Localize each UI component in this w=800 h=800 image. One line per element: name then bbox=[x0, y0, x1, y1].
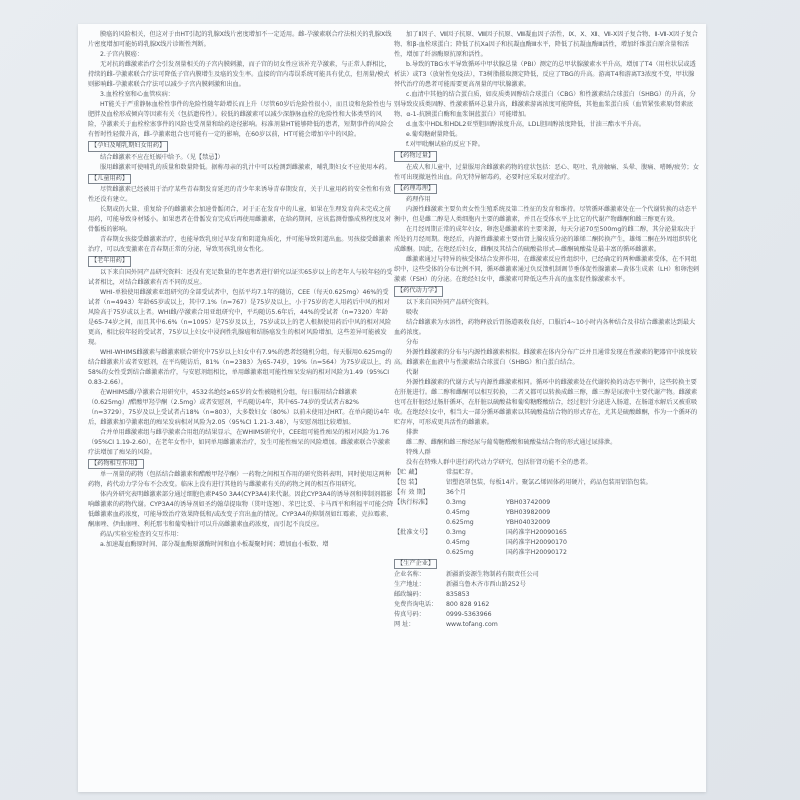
paragraph: 无对抗的雌激素治疗会引发剂量相关的子宫内膜刺激，而子宫的切女性应该补充孕激素，与正常人群相比，持续的雌-孕激素联合疗法可降低子宫内膜增生及癌的发生率。直接的宫内毒误系统可能具有优点，但剂量/模式则影响雌-孕激素联合疗法可以减少子宫内膜刺激和出血。 bbox=[88, 61, 391, 88]
paragraph: 3.血栓栓塞和心血管疾病： bbox=[100, 91, 174, 98]
spec-strength: 0.625mg bbox=[446, 518, 474, 526]
paragraph: 内源性雌激素主要负责女性生殖系统及第二性征的发育和维持。尽管循环雌激素处在一个代谢转换的动态平衡中，但是雌二醇是人类细胞内主要的雌激素，并且在受体水平上比它的代谢产物雌酮和雌三醇更有效。 bbox=[394, 206, 697, 223]
paragraph: 分布 bbox=[406, 338, 419, 346]
info-value: 835853 bbox=[446, 591, 470, 598]
info-value: 36个月 bbox=[446, 488, 467, 496]
section-heading: 【儿童用药】 bbox=[88, 174, 131, 185]
paragraph: 药品/实验室检查的交互作用： bbox=[100, 531, 183, 538]
info-row bbox=[394, 488, 700, 498]
paragraph: WHI-单独使用雌激素亚组研究的全部受试者中，包括平均7.1年的随访，CEE（每天0.625mg）46%的受试者（n=4943）年龄65岁或以上，其中7.1%（n=767）是75岁及以上，小于75岁的老人用药后中风的相对风险高于75岁或以上者。WHI雌/孕激素合用亚组研究中，平均随访5.6年后，44%的受试者（n=7320）年龄是65-74岁之间，而且其中6.6%（n=1095）是75岁及以上，75岁或以上的老人根据使用药后中风的相对风险更高，相比较年轻的受试者，75岁以上妇女中浸润性乳腺癌和结肠癌发生的相对风险增加，这些差异可能被发现。 bbox=[88, 288, 392, 346]
paragraph: 青春期女孩接受雌激素治疗，也能导致乳房过早发育和阴道角质化，并可能导致阴道出血。男孩接受雌激素治疗，可以改变激素在青春期正常的分泌，导致男孩乳房女性化。 bbox=[88, 236, 391, 253]
info-row bbox=[394, 610, 700, 620]
section-heading: 【孕妇及哺乳期妇女用药】 bbox=[88, 141, 168, 152]
info-row bbox=[394, 570, 700, 580]
spec-row bbox=[394, 498, 700, 508]
section-heading: 【药代动力学】 bbox=[394, 286, 443, 297]
spec-label bbox=[394, 538, 446, 548]
paragraph: d.血浆中HDL和HDL2亚型胆固醇浓度升高，LDL胆固醇浓度降低，甘油三酯水平升高。 bbox=[406, 121, 646, 128]
paragraph: 在成人和儿童中，过量服用含雌激素药物的症状包括：恶心、呕吐、乳房触痛、头晕、腹痛、嗜睡/疲劳；女性可出现撤退性出血。尚无特异解毒药，必要时应采取对症治疗。 bbox=[394, 163, 699, 181]
spec-strength: 0.45mg bbox=[446, 508, 470, 516]
paragraph: 以下来自国外同产品研究资料。 bbox=[406, 298, 493, 306]
spec-code: YBH03982009 bbox=[506, 508, 551, 516]
paragraph: 药理作用 bbox=[406, 196, 431, 203]
spec-label: 【执行标准】 bbox=[394, 498, 432, 506]
spec-row bbox=[394, 538, 700, 548]
spec-code: 国药准字H20090170 bbox=[506, 538, 567, 546]
paragraph: 雌二醇、雌酮和雌三醇经尿与葡萄糖醛酸和硫酸盐结合物的形式通过尿排泄。 bbox=[406, 438, 617, 446]
info-value: 0999-5363966 bbox=[446, 611, 492, 618]
spec-row bbox=[394, 528, 700, 538]
info-row bbox=[394, 590, 700, 600]
spec-code: YBH04032009 bbox=[506, 518, 551, 526]
info-label: 【贮 藏】 bbox=[394, 468, 421, 476]
paragraph: 在WHIMS雌/孕激素合用研究中，4532名绝经≥65岁的女性被随机分组，每日服用结合雌激素（0.625mg）/醋酸甲羟孕酮（2.5mg）或者安慰剂，平均随访4年，其中65-74岁的受试者占82%（n=3729），75岁及以上受试者占18%（n=803），大多数妇女（80%）以前未使用过HRT。在单向随访4年后，雌激素加孕激素组的痴呆发病相对风险为2.05（95%CI 1.21-3.48），与安慰剂组比较增加。 bbox=[88, 388, 390, 426]
paragraph: b.导致的TBG水平导致循环中甲状腺总量（PBI）测定的总甲状腺激素水平升高，增加了T4（用柱状层或透析法）或T3（放射性免疫法），T3树脂摄取测定降低，反应了TBG的升高。游离T4和游离T3浓度不变，甲状腺替代治疗的患者可能需要更高剂量的甲状腺激素。 bbox=[394, 61, 696, 88]
spec-label bbox=[394, 508, 446, 518]
info-row bbox=[394, 468, 700, 478]
paragraph: 特殊人群 bbox=[406, 448, 431, 456]
info-row bbox=[394, 478, 700, 488]
section-heading: 【药理毒理】 bbox=[394, 184, 437, 195]
info-value: 新疆乌鲁木齐市西山路252号 bbox=[446, 581, 526, 588]
spec-label bbox=[394, 548, 446, 558]
info-value: www.tofang.com bbox=[446, 621, 498, 628]
right-column bbox=[394, 30, 700, 786]
paragraph: 长期或仍大量、重复给予的雌激素会加速骨骺闭合，对于正在发育中的儿童，如果在生理发育尚未完成之前用药，可能导致身材矮小。如果患者在骨骺发育完成后再使用雌激素，在给药期间，应该监测骨骼成熟程度及对骨骺板的影响。 bbox=[88, 206, 392, 233]
paragraph: 雌激素通过与特异的核受体结合发挥作用，在雌激素反应性组织中，已经确定的两种雌激素受体，在不同组织中，这些受体的分布比例不同，循环雌激素通过负反馈机制调节垂体促性腺激素—黄体生成素（LH）和卵泡刺激素（FSH）的分泌。在绝经妇女中，雌激素可降低这些升高的血浆促性腺激素水平。 bbox=[394, 256, 700, 283]
section-heading: 【药物相互作用】 bbox=[88, 459, 144, 470]
spec-row bbox=[394, 548, 700, 558]
spec-label: 【批准文号】 bbox=[394, 528, 432, 536]
info-label: 【包 装】 bbox=[394, 478, 421, 486]
spec-strength: 0.45mg bbox=[446, 538, 470, 546]
info-value: 铝塑泡罩包装，每板14片。聚氯乙烯固体药用硬片，药品包装用铝箔包装。 bbox=[446, 478, 652, 486]
paragraph: WHI-WHIMS雌激素与雌激素联合研究中75岁以上妇女中有7.9%的患者经随机分组，每天服用0.625mg的结合雌激素片或者安慰剂，在平均随访后，81%（n=2383）为65-74岁，19%（n=564）为75岁或以上，约58%的女性受到结合雌激素治疗，与安慰剂组相比，单用雌激素组可能性痴呆发病的相对风险为1.49（95%CI 0.83-2.66）。 bbox=[88, 348, 392, 386]
section-heading: 【药物过量】 bbox=[394, 151, 437, 162]
spec-row bbox=[394, 508, 700, 518]
paragraph: f.对甲吡酮试验的反应下降。 bbox=[406, 141, 484, 148]
spec-strength: 0.3mg bbox=[446, 498, 466, 506]
info-row bbox=[394, 620, 700, 630]
info-row bbox=[394, 580, 700, 590]
info-value: 800 828 9162 bbox=[446, 601, 490, 608]
spec-code: YBH03742009 bbox=[506, 498, 551, 506]
paragraph: 合并单用雌激素组与雌孕激素合用组的结果显示，在WHIMS研究中，CEE组可能性痴呆的相对风险为1.76（95%CI 1.19-2.60），在老年女性中，如同单用雌激素治疗，发生可能性痴呆的风险增加。雌激素联合孕激素疗法增加了痴呆的风险。 bbox=[88, 428, 391, 456]
spec-strength: 0.3mg bbox=[446, 528, 466, 536]
spec-code: 国药准字H20090165 bbox=[506, 528, 567, 536]
paragraph: 尽管雌激素已经被用于治疗某些青春期发育延迟的青少年来诱导青春期发育，关于儿童用药的安全性和有效性还没有建立。 bbox=[88, 186, 391, 203]
paragraph: 排泄 bbox=[406, 428, 419, 436]
info-value: 新疆新姿源生物制药有限责任公司 bbox=[446, 571, 539, 578]
paragraph: 2.子宫内膜癌： bbox=[100, 51, 144, 58]
info-row bbox=[394, 600, 700, 610]
paragraph: 体内外研究表明雌激素部分通过细胞色素P450 3A4(CYP3A4)来代谢。因此CYP3A4的诱导剂和抑制剂都影响雌激素的药物代谢。CYP3A4的诱导剂如圣约翰草提取物（贯叶连翘）、苯巴比妥、卡马西平和利福平可能会降低雌激素血药浓度，可能导致治疗效果降低和/或改变子宫出血的情况。CYP3A4的抑制剂如红霉素、克拉霉素、酮康唑、伊曲康唑、利托那韦和葡萄柚汁可以升高雌激素血药浓度，而引起不良反应。 bbox=[88, 491, 394, 528]
paragraph: 膜癌的风险相关，但这对于由HT引起的乳腺X线片密度增加不一定适用。雌-孕激素联合疗法相关的乳腺X线片密度增加可能妨碍乳腺X线片诊断性判断。 bbox=[88, 31, 392, 48]
spec-row bbox=[394, 518, 700, 528]
section-heading: 【生产企业】 bbox=[394, 559, 437, 570]
paragraph: 吸收 bbox=[406, 308, 419, 316]
paragraph: 结合雌激素为水溶性，药物释放后胃肠道吸收良好，口服后4~10小时内各种结合及非结合雌激素达到最大血药浓度。 bbox=[394, 318, 696, 336]
paragraph: 以下来自国外同产品研究资料：还没有充足数量的老年患者进行研究以证实65岁以上的老年人与较年轻的受试者相比，对结合雌激素有否不同的反应。 bbox=[88, 268, 393, 286]
left-column bbox=[88, 30, 394, 786]
info-label: 邮政编码： bbox=[394, 591, 425, 598]
spec-label bbox=[394, 518, 446, 528]
paragraph: 外源性雌激素的代谢方式与内源性雌激素相同。循环中的雌激素处在代谢转换的动态平衡中，这些转换主要在肝脏进行。雌二醇和雌酮可以相互转换，二者又都可以转换成雌三醇，雌三醇是尿液中主要代谢产物。雌激素也可在肝脏经过肠肝循环，在肝脏以硫酸盐和葡萄糖醛酸结合，经过胆汁分泌进入肠道，在肠道水解后又被重吸收。在绝经妇女中，相当大一部分循环雌激素以其硫酸盐结合物的形式存在，尤其是硫酸雌酮，作为一个循环的贮存库，可形成更具活性的雌激素。 bbox=[394, 378, 698, 426]
paragraph: 加了Ⅱ因子、Ⅶ因子抗原、Ⅷ因子抗原、Ⅷ凝血因子活性，Ⅸ、Ⅹ、Ⅻ、Ⅶ-Ⅹ因子复合物、Ⅱ-Ⅶ-Ⅹ因子复合物、和β-血栓球蛋白；降低了抗Ⅹa因子和抗凝血酶Ⅲ水平，降低了抗凝血酶Ⅲ活性，增加纤维蛋白原含量和活性，增加了纤溶酶原抗原和活性。 bbox=[394, 31, 698, 58]
spec-code: 国药准字H20090172 bbox=[506, 548, 567, 556]
info-label: 免费咨询电话： bbox=[394, 601, 438, 608]
paragraph: 单一剂量的药物（包括结合雌激素和醋酸甲羟孕酮）一药物之间相互作用的研究资料表明，同时使用这两种药物，药代动力学分布不会改变。临床上没有进行其他的与雌激素有关的药物之间的相互作用研究。 bbox=[88, 471, 391, 488]
paragraph: 在月经周期正常的成年妇女，卵泡是雌激素的主要来源，每天分泌70至500mg的雌二醇，其分泌量取决于所处的月经周期。绝经后，内源性雌激素主要由肾上腺皮质分泌的雄烯二酮转换产生，雄烯二酮在外周组织转化成雌酮。因此，在绝经后妇女，雌酮及其结合的硫酸盐形式—雌酮硫酸盐是最丰富的循环雌激素。 bbox=[394, 226, 698, 253]
info-label: 传真号码： bbox=[394, 611, 425, 618]
info-value: 常温贮存。 bbox=[446, 468, 477, 476]
spec-strength: 0.625mg bbox=[446, 548, 474, 556]
paragraph: 结合雌激素不应在妊娠中给予。（见【禁忌】） bbox=[100, 153, 224, 161]
paragraph: HT能关于严重静脉血栓性事件的危险性随年龄增长而上升（尽管60岁后危险性很小），而且设和危险性也与肥胖及血栓形成倾向等因素有关（包括遗传性）。较低的雌激素可以减少深静脉血栓的危险性和大体类型的风险，孕激素关于血栓栓塞事件的风险也受剂量和给药途径影响。标准剂量HT能够降低的患者，短期事件的风险会有暂时性轻微升高，雌-孕激素组合也可能有一定的影响，在60岁以前，HT可能会增加卒中的风险。 bbox=[88, 101, 394, 138]
leaflet-page bbox=[78, 24, 706, 792]
section-heading: 【老年用药】 bbox=[88, 256, 131, 267]
paragraph: 代谢 bbox=[406, 368, 419, 376]
paragraph: a.加速凝血酶原时间、部分凝血酶原激酶时间和血小板凝聚时间；增加血小板数、增 bbox=[100, 541, 329, 548]
paragraph: e.葡萄糖耐量降低。 bbox=[406, 131, 462, 138]
info-label: 企业名称： bbox=[394, 571, 425, 578]
info-label: 生产地址： bbox=[394, 581, 425, 588]
paragraph: c.血清中其他的结合蛋白质，如皮质类固醇结合球蛋白（CBG）和性激素结合球蛋白（SHBG）的升高，分别导致皮质类固醇、性激素循环总量升高，雌激素游离浓度可能降低，其他血浆蛋白质（血管紧张素原/肾素底物、α-1-抗胰蛋白酶和血浆铜蓝蛋白）可能增加。 bbox=[394, 91, 696, 118]
paragraph: 没有在特殊人群中进行药代动力学研究，包括肝肾功能不全的患者。 bbox=[406, 458, 592, 466]
paragraph: 服用雌激素可使哺乳的质量和数量降低。据称母亲的乳汁中可以检测到雌激素，哺乳期妇女不应使用本药。 bbox=[100, 163, 391, 171]
info-label: 【有 效 期】 bbox=[394, 488, 429, 496]
info-label: 网 址： bbox=[394, 621, 415, 628]
paragraph: 外源性雌激素的分布与内源性雌激素相似。雌激素在体内分布广泛并且通常发现在性激素的靶器官中浓度较高。雌激素在血液中与性激素结合球蛋白（SHBG）和白蛋白结合。 bbox=[394, 348, 697, 366]
